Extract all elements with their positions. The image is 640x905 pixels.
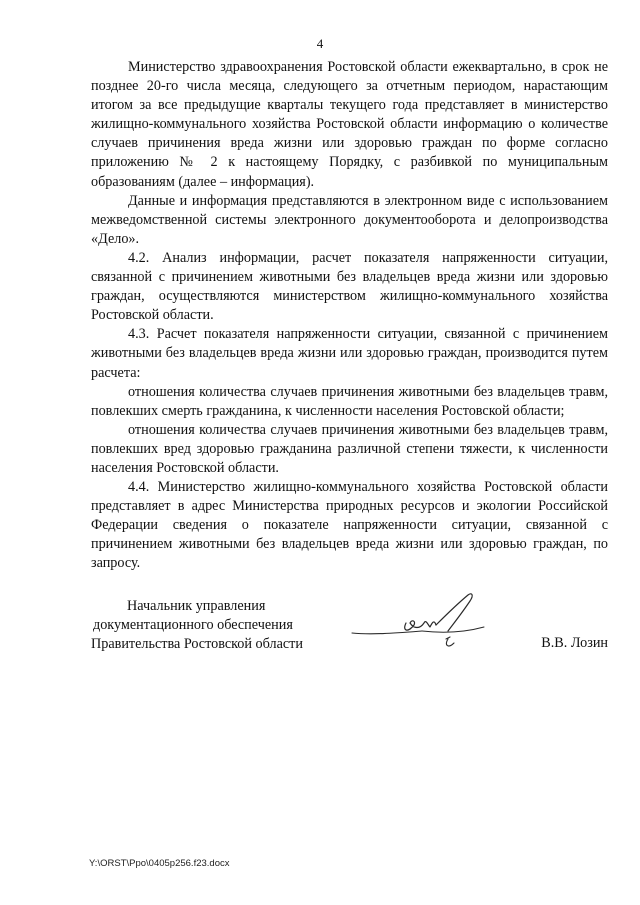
- file-path-footer: Y:\ORST\Ppo\0405p256.f23.docx: [89, 858, 230, 869]
- signature-stroke: [352, 631, 422, 634]
- paragraph-health-ministry-reporting: Министерство здравоохранения Ростовской области ежеквартально, в срок не позднее 20-го числа месяца, следующего за отчетным периодом, нарастающим итогом за все предыдущие кварталы текущего года представляет в министерство жилищно-коммунального хозяйства Ростовской области информацию о количестве случаев причинения вреда жизни или здоровью граждан по форме согласно приложению № 2 к настоящему Порядку, с разбивкой по муниципальным образованиям (далее – информация).: [91, 59, 608, 190]
- paragraph-ratio-deaths: отношения количества случаев причинения животными без владельцев травм, повлекших смерть гражданина, к численности населения Ростовской области;: [91, 383, 608, 419]
- document-body: [91, 58, 608, 574]
- signatory-name: В.В. Лозин: [541, 635, 608, 651]
- signatory-title-line: документационного обеспечения: [93, 617, 293, 633]
- signatory-title-line: Начальник управления: [127, 598, 266, 614]
- signatory-title: [91, 597, 303, 654]
- signature-stroke: [446, 637, 454, 646]
- paragraph-4-2-analysis: 4.2. Анализ информации, расчет показателя напряженности ситуации, связанной с причинением животными без владельцев вреда жизни или здоровью граждан, осуществляются министерством жилищно-коммунального хозяйства Ростовской области.: [91, 249, 608, 324]
- page-number: 4: [316, 36, 324, 51]
- paragraph-ratio-injuries: отношения количества случаев причинения животными без владельцев травм, повлекших вред здоровью гражданина различной степени тяжести, к численности населения Ростовской области.: [91, 421, 608, 476]
- paragraph-4-4-reporting: 4.4. Министерство жилищно-коммунального хозяйства Ростовской области представляет в адрес Министерства природных ресурсов и экологии Российской Федерации сведения о показателе напряженности ситуации, связанной с причинением животными без владельцев вреда жизни или здоровью граждан, по запросу.: [91, 479, 608, 572]
- signature-stroke: [405, 621, 436, 630]
- signatory-title-line: Правительства Ростовской области: [91, 636, 303, 652]
- signature-block: [91, 597, 608, 657]
- signature-stroke: [422, 627, 484, 632]
- signature-stroke: [436, 594, 472, 631]
- handwritten-signature: [344, 589, 494, 655]
- paragraph-electronic-submission: Данные и информация представляются в электронном виде с использованием межведомственной системы электронного документооборота и делопроизводства «Дело».: [91, 192, 608, 247]
- paragraph-4-3-calculation: 4.3. Расчет показателя напряженности ситуации, связанной с причинением животными без владельцев вреда жизни или здоровью граждан, производится путем расчета:: [91, 326, 608, 381]
